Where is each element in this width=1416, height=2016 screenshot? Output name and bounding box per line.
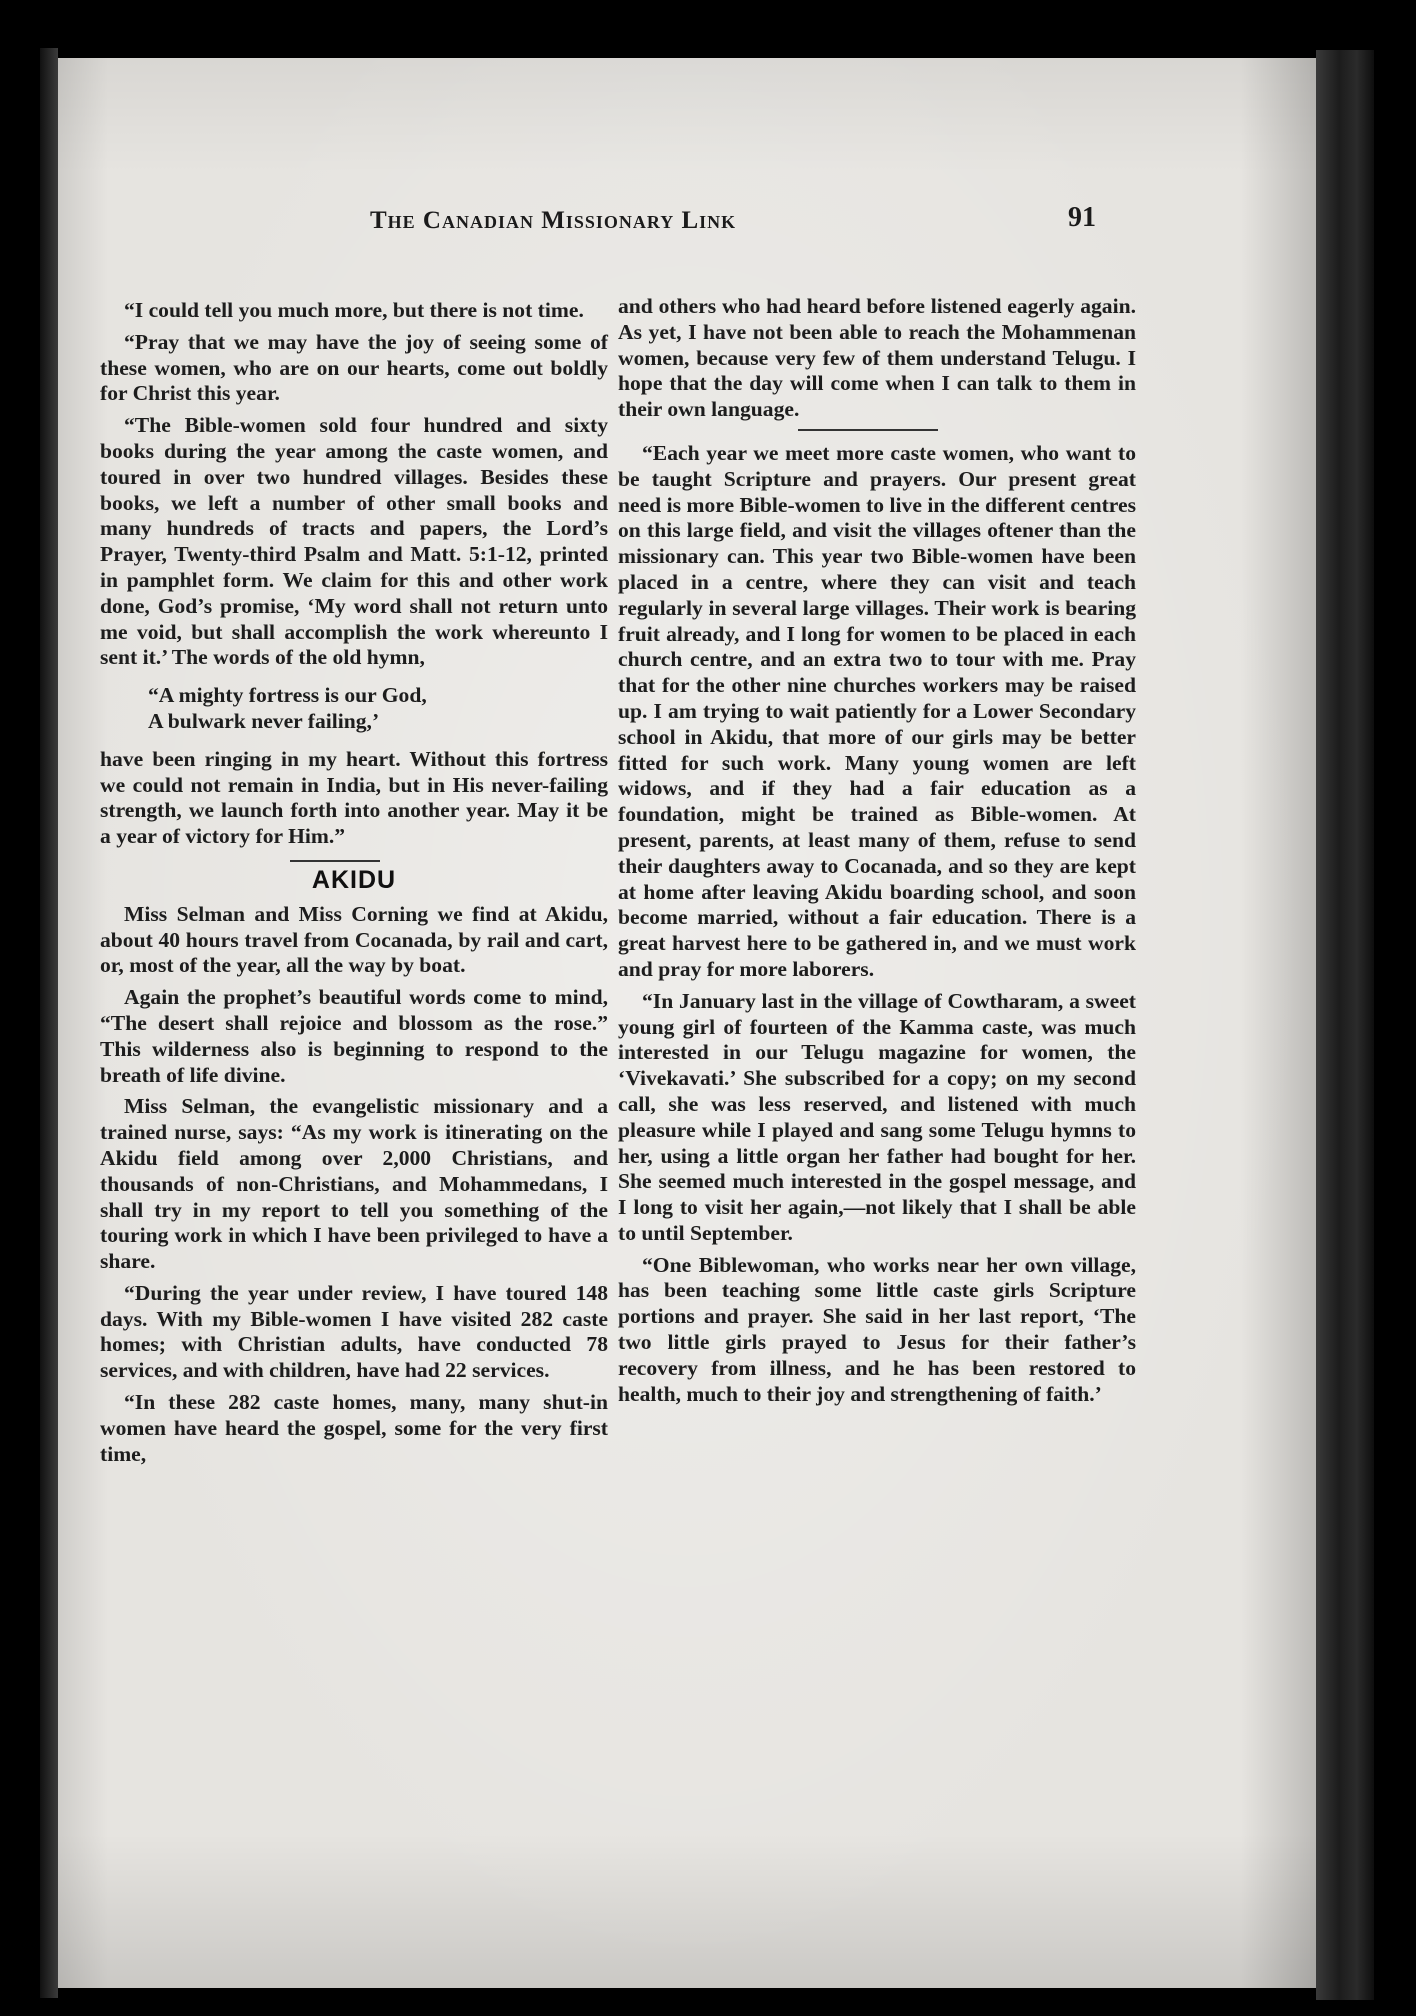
paragraph: Miss Selman, the evangelistic missionary and a trained nurse, says: “As my work is itinerating on the Akidu field among over 2,000 Christians, and thousands of non-Christians, and Mohammedans, I shall try in my report to tell you something of the touring work in which I have been privileged to have a share. [100, 1094, 608, 1274]
paragraph: “The Bible-women sold four hundred and sixty books during the year among the caste women, and toured in over two hundred villages. Besides these books, we left a number of other small books and many hundreds of tracts and papers, the Lord’s Prayer, Twenty-third Psalm and Matt. 5:1-12, printed in pamphlet form. We claim for this and other work done, God’s promise, ‘My word shall not return unto me void, but shall accomplish the work whereunto I sent it.’ The words of the old hymn, [100, 413, 608, 670]
paragraph: Again the prophet’s beautiful words come to mind, “The desert shall rejoice and blossom as the rose.” This wilderness also is beginning to respond to the breath of life divine. [100, 985, 608, 1087]
left-column [100, 298, 608, 1473]
paragraph: Miss Selman and Miss Corning we find at Akidu, about 40 hours travel from Cocanada, by rail and cart, or, most of the year, all the way by boat. [100, 901, 608, 978]
hymn-quote [148, 683, 608, 735]
paragraph: “I could tell you much more, but there is not time. [124, 298, 584, 322]
paragraph: “Each year we meet more caste women, who want to be taught Scripture and prayers. Our present great need is more Bible-women to live in the different centres on this large field, and visit the villages oftener than the missionary can. This year two Bible-women have been placed in a centre, where they can visit and teach regularly in several large villages. Their work is bearing fruit already, and I long for women to be placed in each church centre, and an extra two to tour with me. Pray that for the other nine churches workers may be raised up. I am trying to wait patiently for a Lower Secondary school in Akidu, that more of our girls may be better fitted for such work. Many young women are left widows, and if they had a fair education as a foundation, might be trained as Bible-women. At present, parents, at least many of them, refuse to send their daughters away to Cocanada, and so they are kept at home after leaving Akidu boarding school, and soon become married, without a fair education. There is a great harvest here to be gathered in, and we must work and pray for more laborers. [618, 440, 1136, 981]
section-divider [290, 860, 380, 862]
right-column [618, 294, 1136, 1413]
paragraph: have been ringing in my heart. Without this fortress we could not remain in India, but in His never-failing strength, we launch forth into another year. May it be a year of victory for Him.” [100, 746, 608, 849]
book-spine-edge [1316, 50, 1374, 2000]
section-divider [798, 429, 938, 431]
paragraph: “In these 282 caste homes, many, many shut-in women have heard the gospel, some for the very first time, [100, 1390, 608, 1466]
paragraph: “During the year under review, I have toured 148 days. With my Bible-women I have visited 282 caste homes; with Christian adults, have conducted 78 services, and with children, have had 22 services. [100, 1280, 608, 1383]
hymn-line: “A mighty fortress is our God, [148, 683, 427, 708]
hymn-line: A bulwark never failing,’ [148, 708, 380, 733]
running-header: The Canadian Missionary Link [370, 207, 737, 234]
page-number: 91 [1068, 202, 1096, 233]
paragraph: “In January last in the village of Cowtharam, a sweet young girl of fourteen of the Kamma caste, was much interested in our Telugu magazine for women, the ‘Vivekavati.’ She subscribed for a copy; on my second call, she was less reserved, and listened with much pleasure while I played and sang some Telugu hymns to her, using a little organ her father had bought for her. She seemed much interested in the gospel message, and I long to visit her again,—not likely that I shall be able to until September. [618, 988, 1136, 1245]
paragraph: “One Biblewoman, who works near her own village, has been teaching some little caste girls Scripture portions and prayer. She said in her last report, ‘The two little girls prayed to Jesus for their father’s recovery from illness, and he has been restored to health, much to their joy and strengthening of faith.’ [618, 1252, 1136, 1406]
section-title: AKIDU [311, 865, 397, 894]
book-left-edge [40, 48, 58, 1998]
paragraph: and others who had heard before listened eagerly again. As yet, I have not been able to reach the Mohammenan women, because very few of them understand Telugu. I hope that the day will come when I can talk to them in their own language. [618, 294, 1136, 422]
paragraph: “Pray that we may have the joy of seeing some of these women, who are on our hearts, come out boldly for Christ this year. [100, 329, 608, 406]
